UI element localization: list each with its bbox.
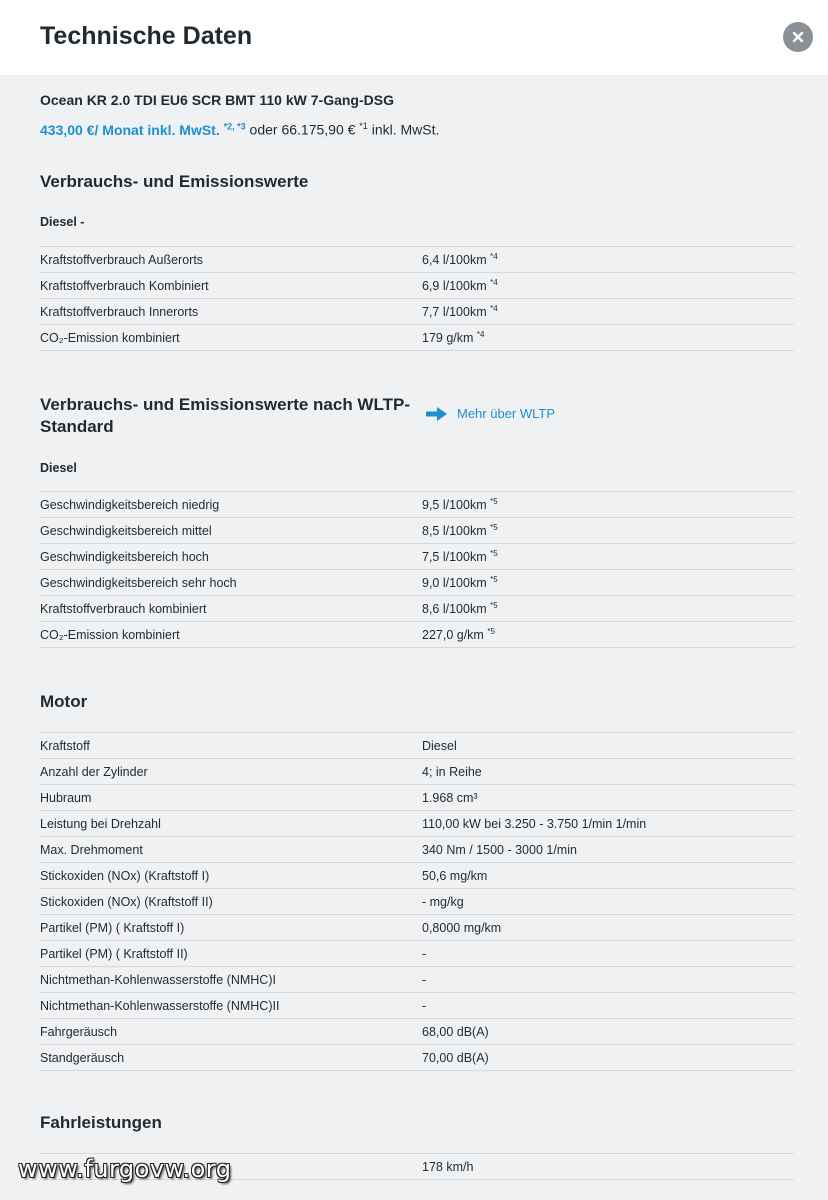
motor-title: Motor <box>40 692 88 711</box>
wltp-fuel: Diesel <box>40 461 77 475</box>
row-label: Geschwindigkeitsbereich hoch <box>40 549 209 564</box>
row-footnote: *4 <box>490 304 498 313</box>
table-row <box>40 889 794 915</box>
wltp-title: Verbrauchs- und Emissionswerte nach WLTP-Standard <box>40 395 410 436</box>
motor-table <box>40 732 794 1071</box>
monthly-rate-link[interactable] <box>40 122 246 138</box>
row-value-text: 7,5 l/100km <box>422 550 487 564</box>
consumption-fuel: Diesel - <box>40 215 85 229</box>
table-row <box>40 785 794 811</box>
row-footnote: *5 <box>487 627 495 636</box>
table-row <box>40 247 794 273</box>
row-value-text: 9,0 l/100km <box>422 576 487 590</box>
table-row <box>40 863 794 889</box>
total-price: oder 66.175,90 € <box>249 121 356 138</box>
row-value <box>422 869 794 883</box>
row-value <box>422 843 794 857</box>
table-row <box>40 492 794 518</box>
table-row <box>40 273 794 299</box>
table-row <box>40 622 794 648</box>
table-row <box>40 325 794 351</box>
table-row <box>40 570 794 596</box>
row-label: Stickoxiden (NOx) (Kraftstoff II) <box>40 894 213 909</box>
row-value <box>422 1160 794 1174</box>
table-row <box>40 941 794 967</box>
row-label: Anzahl der Zylinder <box>40 764 148 779</box>
row-value <box>422 627 794 642</box>
row-value <box>422 1051 794 1065</box>
row-value-text: - <box>422 946 427 961</box>
monthly-rate: 433,00 €/ Monat inkl. MwSt. <box>40 121 220 138</box>
row-value <box>422 278 794 293</box>
row-value <box>422 973 794 987</box>
wltp-link-label: Mehr über WLTP <box>457 406 556 421</box>
table-row <box>40 596 794 622</box>
arrow-right-icon <box>426 407 447 421</box>
table-row <box>40 544 794 570</box>
row-label: Kraftstoffverbrauch Innerorts <box>40 304 199 319</box>
table-row <box>40 759 794 785</box>
row-label: Partikel (PM) ( Kraftstoff I) <box>40 920 185 935</box>
row-value-text: 178 km/h <box>422 1159 474 1174</box>
row-label: Max. Drehmoment <box>40 842 143 857</box>
row-label: Stickoxiden (NOx) (Kraftstoff I) <box>40 868 210 883</box>
row-value <box>422 523 794 538</box>
row-value <box>422 765 794 779</box>
row-footnote: *5 <box>490 497 498 506</box>
row-label: Partikel (PM) ( Kraftstoff II) <box>40 946 188 961</box>
row-footnote: *5 <box>490 601 498 610</box>
row-value <box>422 497 794 512</box>
close-button[interactable] <box>783 22 813 52</box>
row-value-text: 340 Nm / 1500 - 3000 1/min <box>422 842 577 857</box>
row-value-text: 68,00 dB(A) <box>422 1024 489 1039</box>
row-footnote: *5 <box>490 523 498 532</box>
row-value-text: 7,7 l/100km <box>422 305 487 319</box>
row-value-text: 0,8000 mg/km <box>422 920 502 935</box>
row-label: Kraftstoffverbrauch Außerorts <box>40 252 204 267</box>
row-value-text: 110,00 kW bei 3.250 - 3.750 1/min 1/min <box>422 816 647 831</box>
table-row <box>40 299 794 325</box>
row-value-text: Diesel <box>422 738 457 753</box>
row-value <box>422 817 794 831</box>
table-row <box>40 967 794 993</box>
model-name: Ocean KR 2.0 TDI EU6 SCR BMT 110 kW 7-Gang-DSG <box>40 92 394 108</box>
wltp-table <box>40 491 794 648</box>
row-value-text: 6,9 l/100km <box>422 279 487 293</box>
table-row <box>40 1019 794 1045</box>
row-value-text: 9,5 l/100km <box>422 498 487 512</box>
row-value-text: 50,6 mg/km <box>422 868 488 883</box>
table-row <box>40 733 794 759</box>
consumption-title: Verbrauchs- und Emissionswerte <box>40 172 309 191</box>
row-value-text: - <box>422 998 427 1013</box>
row-value <box>422 575 794 590</box>
row-label: Geschwindigkeitsbereich niedrig <box>40 497 220 512</box>
consumption-table <box>40 246 794 351</box>
row-value <box>422 252 794 267</box>
row-footnote: *4 <box>490 252 498 261</box>
table-row <box>40 1045 794 1071</box>
row-value <box>422 791 794 805</box>
row-value <box>422 304 794 319</box>
row-label: Geschwindigkeitsbereich mittel <box>40 523 212 538</box>
row-label: Leistung bei Drehzahl <box>40 816 161 831</box>
total-price-footnote: *1 <box>359 121 368 131</box>
performance-title: Fahrleistungen <box>40 1113 162 1132</box>
monthly-rate-footnote: *2, *3 <box>223 121 246 131</box>
row-value <box>422 549 794 564</box>
row-value-text: 4; in Reihe <box>422 764 482 779</box>
table-row <box>40 915 794 941</box>
row-value <box>422 330 794 345</box>
row-label: Kraftstoffverbrauch Kombiniert <box>40 278 209 293</box>
watermark: www.furgovw.org <box>18 1155 232 1183</box>
row-label: Kraftstoffverbrauch kombiniert <box>40 601 207 616</box>
row-value <box>422 1025 794 1039</box>
row-value-text: 8,5 l/100km <box>422 524 487 538</box>
row-value <box>422 601 794 616</box>
row-label: CO₂-Emission kombiniert <box>40 627 180 642</box>
row-footnote: *5 <box>490 549 498 558</box>
row-value-text: 70,00 dB(A) <box>422 1050 489 1065</box>
table-row <box>40 993 794 1019</box>
row-label: Geschwindigkeitsbereich sehr hoch <box>40 575 237 590</box>
row-label: Hubraum <box>40 790 92 805</box>
row-value-text: 6,4 l/100km <box>422 253 487 267</box>
table-row <box>40 837 794 863</box>
row-label: Nichtmethan-Kohlenwasserstoffe (NMHC)II <box>40 998 280 1013</box>
dialog-title: Technische Daten <box>40 22 253 50</box>
row-footnote: *5 <box>490 575 498 584</box>
row-value-text: 179 g/km <box>422 331 474 345</box>
row-footnote: *4 <box>476 330 485 339</box>
row-label: Nichtmethan-Kohlenwasserstoffe (NMHC)I <box>40 972 276 987</box>
row-value-text: 227,0 g/km <box>422 628 484 642</box>
table-row <box>40 811 794 837</box>
row-value-text: - mg/kg <box>422 894 464 909</box>
price-line <box>40 121 439 138</box>
price-suffix: inkl. MwSt. <box>371 121 440 138</box>
close-icon <box>792 31 804 43</box>
row-value <box>422 739 794 753</box>
row-label: Standgeräusch <box>40 1050 125 1065</box>
row-value-text: - <box>422 972 427 987</box>
table-row <box>40 518 794 544</box>
row-value <box>422 895 794 909</box>
row-value-text: 1.968 cm³ <box>422 790 478 805</box>
row-value <box>422 921 794 935</box>
row-value-text: 8,6 l/100km <box>422 602 487 616</box>
row-label: Kraftstoff <box>40 738 90 753</box>
row-footnote: *4 <box>490 278 498 287</box>
row-label: CO₂-Emission kombiniert <box>40 330 180 345</box>
row-label: Fahrgeräusch <box>40 1024 118 1039</box>
wltp-more-link[interactable] <box>426 406 555 421</box>
row-value <box>422 947 794 961</box>
dialog-header <box>0 0 828 75</box>
row-value <box>422 999 794 1013</box>
